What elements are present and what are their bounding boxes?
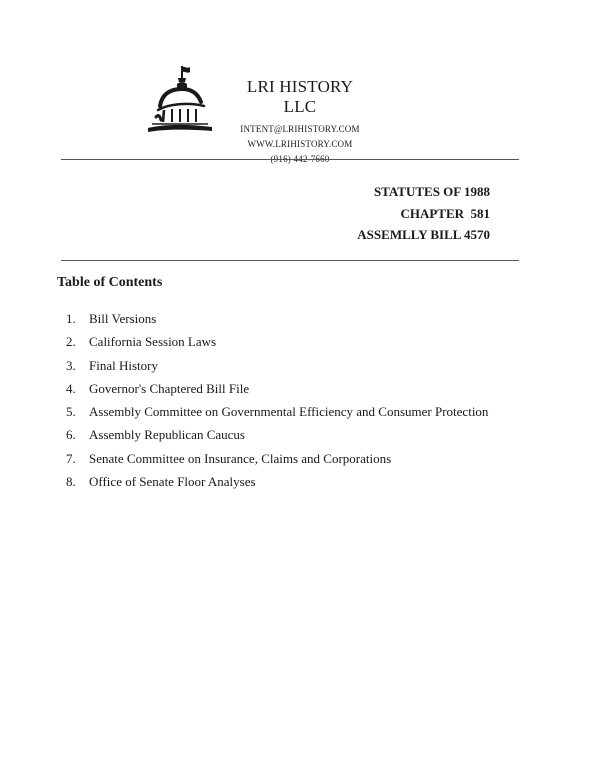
toc-item bbox=[66, 307, 488, 330]
statute-chapter: CHAPTER 581 bbox=[400, 205, 490, 221]
toc-item bbox=[66, 447, 488, 470]
toc-item-label: Governor's Chaptered Bill File bbox=[89, 380, 250, 396]
statute-bill: ASSEMLLY BILL 4570 bbox=[357, 227, 490, 242]
capitol-dome-icon bbox=[144, 62, 216, 138]
toc-item-number: 5. bbox=[66, 404, 76, 420]
toc-item bbox=[66, 470, 488, 493]
toc-item bbox=[66, 354, 488, 377]
toc-item-number: 1. bbox=[66, 311, 76, 326]
toc-item-label: Bill Versions bbox=[89, 311, 157, 326]
bottom-divider bbox=[61, 260, 519, 261]
company-website: WWW.LRIHISTORY.COM bbox=[247, 139, 353, 149]
toc-item bbox=[66, 400, 488, 423]
company-info bbox=[234, 77, 366, 167]
toc-item-label: California Session Laws bbox=[89, 334, 217, 350]
toc-item-number: 3. bbox=[66, 357, 76, 373]
toc-item-label: Assembly Republican Caucus bbox=[89, 427, 245, 443]
toc-item bbox=[66, 423, 488, 446]
toc-item-label: Assembly Committee on Governmental Efficiency and Consumer Protection bbox=[89, 404, 489, 420]
company-name: LRI HISTORY LLC bbox=[246, 77, 354, 116]
toc-item-label: Final History bbox=[89, 357, 158, 373]
company-phone: (916) 442-7660 bbox=[270, 154, 330, 164]
toc-item-label: Office of Senate Floor Analyses bbox=[89, 474, 256, 490]
toc-item-number: 2. bbox=[66, 334, 76, 350]
toc-title: Table of Contents bbox=[57, 275, 163, 290]
toc-item-label: Senate Committee on Insurance, Claims and Corporations bbox=[89, 450, 392, 466]
toc-item bbox=[66, 330, 488, 353]
toc-list bbox=[66, 307, 488, 493]
top-divider bbox=[61, 159, 519, 160]
statute-year: STATUTES OF 1988 bbox=[373, 184, 490, 199]
company-email: INTENT@LRIHISTORY.COM bbox=[240, 124, 360, 134]
toc-item-number: 7. bbox=[66, 450, 76, 466]
toc-item-number: 8. bbox=[66, 474, 76, 490]
toc-item-number: 4. bbox=[66, 380, 76, 396]
statute-info bbox=[357, 181, 490, 246]
toc-item bbox=[66, 377, 488, 400]
toc-item-number: 6. bbox=[66, 427, 76, 443]
